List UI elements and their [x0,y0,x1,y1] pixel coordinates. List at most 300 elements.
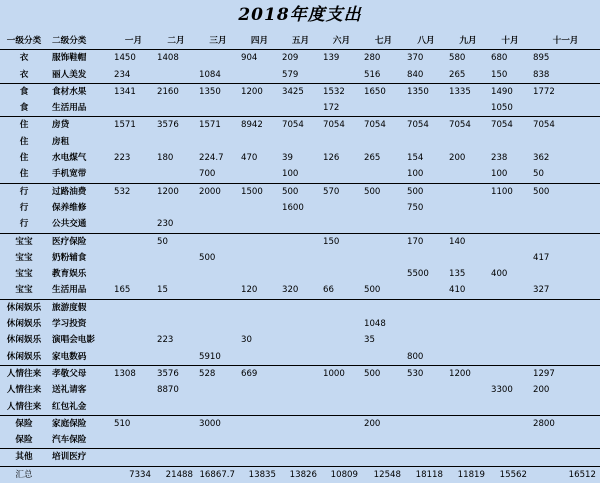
category-cell[interactable]: 行 [19,202,29,213]
value-cell[interactable] [197,200,239,216]
value-cell[interactable]: 7054 [447,117,489,134]
value-cell[interactable] [362,399,405,416]
value-cell[interactable]: 840 [407,69,424,80]
value-cell[interactable] [197,266,239,282]
value-cell[interactable]: 580 [447,50,489,67]
value-cell[interactable]: 7054 [489,117,531,134]
value-cell[interactable] [531,332,600,348]
value-cell[interactable]: 1084 [199,69,221,80]
value-cell[interactable] [155,316,197,332]
value-cell[interactable] [489,332,531,348]
value-cell[interactable] [321,382,362,398]
value-cell[interactable] [489,282,531,299]
category-cell[interactable]: 人情往来 [6,401,42,412]
value-cell[interactable]: 362 [533,153,550,164]
value-cell[interactable] [239,67,280,84]
column-header[interactable]: 七月 [374,36,393,46]
value-cell[interactable] [405,399,447,416]
subcategory-cell[interactable]: 房租 [52,136,70,147]
value-cell[interactable] [447,299,489,316]
value-cell[interactable]: 223 [114,153,131,164]
value-cell[interactable]: 1408 [155,50,197,67]
value-cell[interactable]: 1500 [239,183,280,200]
value-cell[interactable] [239,134,280,150]
value-cell[interactable]: 150 [321,233,362,250]
value-cell[interactable]: 7054 [405,117,447,134]
total-value-cell[interactable]: 15562 [489,466,531,483]
value-cell[interactable] [489,200,531,216]
value-cell[interactable]: 1297 [531,365,600,382]
value-cell[interactable]: 140 [447,233,489,250]
value-cell[interactable]: 150 [491,69,508,80]
value-cell[interactable] [405,316,447,332]
value-cell[interactable]: 1050 [491,103,513,114]
value-cell[interactable]: 100 [491,169,508,180]
value-cell[interactable]: 200 [362,415,405,432]
value-cell[interactable] [155,432,197,449]
value-cell[interactable] [155,399,197,416]
value-cell[interactable]: 1600 [282,202,304,213]
value-cell[interactable] [405,332,447,348]
value-cell[interactable] [321,349,362,366]
value-cell[interactable] [489,449,531,466]
category-cell[interactable]: 人情往来 [6,385,42,396]
value-cell[interactable]: 50 [155,233,197,250]
value-cell[interactable]: 15 [157,285,168,296]
value-cell[interactable]: 3576 [155,117,197,134]
value-cell[interactable] [405,282,447,299]
subcategory-cell[interactable]: 水电煤气 [52,153,87,164]
value-cell[interactable] [239,266,280,282]
value-cell[interactable]: 417 [533,252,550,263]
value-cell[interactable] [112,382,155,398]
value-cell[interactable] [362,200,405,216]
value-cell[interactable]: 500 [362,365,405,382]
value-cell[interactable] [362,166,405,183]
value-cell[interactable] [531,432,600,449]
value-cell[interactable] [112,432,155,449]
value-cell[interactable] [531,449,600,466]
value-cell[interactable] [447,382,489,398]
subcategory-cell[interactable]: 生活用品 [52,103,87,114]
value-cell[interactable]: 30 [241,335,252,346]
category-cell[interactable]: 宝宝 [0,233,48,250]
total-value-cell[interactable]: 16512 [531,466,600,483]
value-cell[interactable]: 320 [282,285,299,296]
value-cell[interactable]: 570 [321,183,362,200]
value-cell[interactable] [280,449,321,466]
category-cell[interactable]: 宝宝 [15,269,33,280]
category-cell[interactable]: 保险 [15,435,33,446]
total-value-cell[interactable]: 13826 [280,466,321,483]
total-value-cell[interactable]: 13835 [239,466,280,483]
value-cell[interactable] [447,166,489,183]
value-cell[interactable]: 500 [531,183,600,200]
value-cell[interactable]: 224.7 [199,153,224,164]
value-cell[interactable]: 172 [323,103,340,114]
value-cell[interactable]: 510 [112,415,155,432]
value-cell[interactable]: 750 [407,202,424,213]
value-cell[interactable] [155,266,197,282]
value-cell[interactable]: 165 [114,285,131,296]
value-cell[interactable] [112,134,155,150]
value-cell[interactable] [239,449,280,466]
value-cell[interactable]: 2000 [197,183,239,200]
value-cell[interactable] [489,299,531,316]
value-cell[interactable] [405,449,447,466]
column-header[interactable]: 一级分类 [6,36,42,46]
subcategory-cell[interactable]: 生活用品 [52,285,87,296]
value-cell[interactable] [197,216,239,233]
value-cell[interactable] [362,233,405,250]
value-cell[interactable] [239,415,280,432]
category-cell[interactable]: 衣 [19,69,29,80]
value-cell[interactable] [112,299,155,316]
value-cell[interactable] [280,250,321,266]
value-cell[interactable] [239,349,280,366]
value-cell[interactable] [155,250,197,266]
value-cell[interactable]: 223 [157,335,174,346]
value-cell[interactable] [447,332,489,348]
value-cell[interactable]: 532 [112,183,155,200]
subcategory-cell[interactable]: 送礼请客 [52,385,87,396]
value-cell[interactable] [321,67,362,84]
value-cell[interactable]: 39 [282,153,293,164]
value-cell[interactable] [321,449,362,466]
value-cell[interactable] [197,299,239,316]
value-cell[interactable] [197,316,239,332]
value-cell[interactable]: 3300 [491,385,513,396]
value-cell[interactable] [489,216,531,233]
value-cell[interactable] [280,134,321,150]
subcategory-cell[interactable]: 红包礼金 [52,401,87,412]
value-cell[interactable] [197,282,239,299]
value-cell[interactable] [531,349,600,366]
value-cell[interactable]: 126 [323,153,340,164]
column-header[interactable]: 十月 [501,36,519,46]
value-cell[interactable] [155,349,197,366]
value-cell[interactable] [489,134,531,150]
category-cell[interactable]: 住 [0,117,48,134]
value-cell[interactable] [405,250,447,266]
value-cell[interactable]: 120 [241,285,258,296]
category-cell[interactable]: 其他 [0,449,48,466]
value-cell[interactable] [362,216,405,233]
value-cell[interactable] [531,100,600,117]
subcategory-cell[interactable]: 学习投资 [52,319,87,330]
value-cell[interactable] [197,50,239,67]
value-cell[interactable] [531,233,600,250]
value-cell[interactable]: 1450 [112,50,155,67]
value-cell[interactable]: 327 [533,285,550,296]
subcategory-cell[interactable]: 过路油费 [48,183,112,200]
value-cell[interactable] [155,100,197,117]
value-cell[interactable]: 230 [157,219,174,230]
value-cell[interactable] [362,134,405,150]
value-cell[interactable]: 170 [405,233,447,250]
value-cell[interactable] [280,365,321,382]
column-header[interactable]: 八月 [417,36,435,46]
value-cell[interactable] [112,332,155,348]
value-cell[interactable]: 1571 [112,117,155,134]
value-cell[interactable] [239,316,280,332]
value-cell[interactable]: 8870 [157,385,179,396]
value-cell[interactable] [321,415,362,432]
column-header[interactable]: 五月 [291,36,310,46]
value-cell[interactable] [112,200,155,216]
value-cell[interactable] [447,449,489,466]
total-value-cell[interactable]: 21488 [155,466,197,483]
value-cell[interactable] [447,415,489,432]
value-cell[interactable]: 1200 [239,83,280,100]
category-cell[interactable]: 衣 [0,50,48,67]
subcategory-cell[interactable]: 旅游度假 [48,299,112,316]
total-value-cell[interactable]: 7334 [112,466,155,483]
total-value-cell[interactable]: 10809 [321,466,362,483]
value-cell[interactable] [489,432,531,449]
total-value-cell[interactable]: 11819 [447,466,489,483]
value-cell[interactable]: 400 [491,269,508,280]
value-cell[interactable]: 500 [364,285,381,296]
value-cell[interactable]: 265 [449,69,466,80]
value-cell[interactable] [112,250,155,266]
value-cell[interactable] [197,100,239,117]
value-cell[interactable] [405,134,447,150]
category-cell[interactable]: 食 [0,83,48,100]
value-cell[interactable]: 7054 [280,117,321,134]
value-cell[interactable]: 1350 [197,83,239,100]
value-cell[interactable] [112,166,155,183]
value-cell[interactable] [447,183,489,200]
value-cell[interactable] [321,134,362,150]
total-value-cell[interactable]: 16867.7 [197,466,239,483]
value-cell[interactable] [362,266,405,282]
value-cell[interactable] [447,134,489,150]
value-cell[interactable]: 1000 [321,365,362,382]
value-cell[interactable] [280,432,321,449]
value-cell[interactable] [197,332,239,348]
subcategory-cell[interactable]: 保养维修 [52,202,87,213]
value-cell[interactable] [321,332,362,348]
value-cell[interactable] [280,299,321,316]
total-value-cell[interactable]: 12548 [362,466,405,483]
value-cell[interactable] [321,216,362,233]
value-cell[interactable] [197,134,239,150]
value-cell[interactable]: 7054 [531,117,600,134]
value-cell[interactable]: 530 [405,365,447,382]
value-cell[interactable] [239,432,280,449]
value-cell[interactable] [321,166,362,183]
value-cell[interactable] [447,399,489,416]
category-cell[interactable]: 宝宝 [15,285,33,296]
subcategory-cell[interactable]: 演唱会电影 [52,335,95,346]
value-cell[interactable]: 410 [449,285,466,296]
value-cell[interactable]: 470 [241,153,258,164]
subcategory-cell[interactable]: 医疗保险 [48,233,112,250]
column-header[interactable]: 一月 [124,36,143,46]
value-cell[interactable]: 1571 [197,117,239,134]
value-cell[interactable]: 1308 [112,365,155,382]
value-cell[interactable] [155,415,197,432]
value-cell[interactable] [112,100,155,117]
value-cell[interactable] [447,349,489,366]
value-cell[interactable]: 800 [407,351,424,362]
value-cell[interactable]: 1335 [447,83,489,100]
value-cell[interactable]: 904 [239,50,280,67]
subcategory-cell[interactable]: 教育娱乐 [52,269,87,280]
value-cell[interactable] [489,316,531,332]
value-cell[interactable]: 1100 [489,183,531,200]
value-cell[interactable] [155,134,197,150]
value-cell[interactable] [280,216,321,233]
value-cell[interactable] [239,166,280,183]
value-cell[interactable]: 238 [491,153,508,164]
category-cell[interactable]: 休闲娱乐 [6,335,42,346]
value-cell[interactable]: 700 [199,169,216,180]
value-cell[interactable] [447,200,489,216]
value-cell[interactable]: 500 [405,183,447,200]
value-cell[interactable] [239,382,280,398]
category-cell[interactable]: 休闲娱乐 [6,319,42,330]
value-cell[interactable] [531,134,600,150]
value-cell[interactable]: 8942 [239,117,280,134]
value-cell[interactable] [112,216,155,233]
value-cell[interactable]: 280 [362,50,405,67]
value-cell[interactable]: 1350 [405,83,447,100]
value-cell[interactable] [197,432,239,449]
total-empty-cell[interactable] [48,466,112,483]
value-cell[interactable]: 2160 [155,83,197,100]
subcategory-cell[interactable]: 房贷 [48,117,112,134]
value-cell[interactable]: 1650 [362,83,405,100]
subcategory-cell[interactable]: 奶粉辅食 [52,252,87,263]
value-cell[interactable]: 100 [282,169,299,180]
value-cell[interactable]: 895 [531,50,600,67]
value-cell[interactable] [112,449,155,466]
value-cell[interactable]: 265 [364,153,381,164]
value-cell[interactable]: 66 [323,285,334,296]
value-cell[interactable]: 3000 [197,415,239,432]
category-cell[interactable]: 保险 [0,415,48,432]
value-cell[interactable] [280,382,321,398]
value-cell[interactable] [531,299,600,316]
subcategory-cell[interactable]: 服饰鞋帽 [48,50,112,67]
category-cell[interactable]: 人情往来 [0,365,48,382]
value-cell[interactable] [405,415,447,432]
category-cell[interactable]: 休闲娱乐 [0,299,48,316]
value-cell[interactable]: 5500 [407,269,429,280]
value-cell[interactable] [112,266,155,282]
category-cell[interactable]: 休闲娱乐 [6,351,42,362]
value-cell[interactable]: 154 [407,153,424,164]
subcategory-cell[interactable]: 家电数码 [52,351,87,362]
column-header[interactable]: 四月 [250,36,269,46]
value-cell[interactable] [155,449,197,466]
column-header[interactable]: 六月 [332,36,351,46]
value-cell[interactable] [155,299,197,316]
column-header[interactable]: 三月 [209,36,227,46]
value-cell[interactable]: 669 [239,365,280,382]
value-cell[interactable] [489,349,531,366]
value-cell[interactable] [112,399,155,416]
value-cell[interactable]: 680 [489,50,531,67]
value-cell[interactable]: 500 [280,183,321,200]
value-cell[interactable]: 35 [364,335,375,346]
value-cell[interactable]: 1200 [155,183,197,200]
subcategory-cell[interactable]: 公共交通 [52,219,87,230]
value-cell[interactable] [280,100,321,117]
value-cell[interactable]: 1048 [364,319,386,330]
value-cell[interactable]: 2800 [531,415,600,432]
value-cell[interactable]: 500 [362,183,405,200]
value-cell[interactable] [531,399,600,416]
value-cell[interactable]: 7054 [362,117,405,134]
value-cell[interactable]: 135 [449,269,466,280]
category-cell[interactable]: 行 [0,183,48,200]
subcategory-cell[interactable]: 手机宽带 [52,169,87,180]
column-header[interactable]: 二级分类 [52,36,87,46]
value-cell[interactable]: 200 [449,153,466,164]
value-cell[interactable] [197,399,239,416]
value-cell[interactable] [280,266,321,282]
value-cell[interactable] [112,233,155,250]
value-cell[interactable]: 50 [533,169,544,180]
value-cell[interactable] [280,233,321,250]
value-cell[interactable] [321,316,362,332]
subcategory-cell[interactable]: 汽车保险 [52,435,87,446]
value-cell[interactable] [280,349,321,366]
value-cell[interactable]: 100 [407,169,424,180]
total-label-cell[interactable]: 汇总 [0,466,48,483]
value-cell[interactable]: 1772 [531,83,600,100]
column-header[interactable]: 二月 [167,36,185,46]
category-cell[interactable]: 住 [19,136,29,147]
value-cell[interactable]: 7054 [321,117,362,134]
subcategory-cell[interactable]: 孝敬父母 [48,365,112,382]
value-cell[interactable]: 180 [157,153,174,164]
value-cell[interactable] [321,200,362,216]
value-cell[interactable] [239,250,280,266]
value-cell[interactable]: 516 [364,69,381,80]
value-cell[interactable] [489,399,531,416]
value-cell[interactable] [155,67,197,84]
value-cell[interactable] [362,349,405,366]
value-cell[interactable] [489,233,531,250]
value-cell[interactable] [362,250,405,266]
value-cell[interactable] [447,432,489,449]
value-cell[interactable] [280,332,321,348]
value-cell[interactable]: 5910 [199,351,221,362]
value-cell[interactable]: 528 [197,365,239,382]
value-cell[interactable] [405,100,447,117]
value-cell[interactable] [362,299,405,316]
value-cell[interactable] [531,216,600,233]
value-cell[interactable]: 1341 [112,83,155,100]
value-cell[interactable] [447,250,489,266]
value-cell[interactable]: 200 [533,385,550,396]
value-cell[interactable] [531,316,600,332]
subcategory-cell[interactable]: 家庭保险 [48,415,112,432]
value-cell[interactable] [405,432,447,449]
value-cell[interactable] [321,250,362,266]
subcategory-cell[interactable]: 食材水果 [48,83,112,100]
value-cell[interactable]: 139 [321,50,362,67]
value-cell[interactable]: 1200 [447,365,489,382]
column-header[interactable]: 九月 [459,36,477,46]
value-cell[interactable] [362,382,405,398]
value-cell[interactable] [197,449,239,466]
value-cell[interactable] [280,316,321,332]
